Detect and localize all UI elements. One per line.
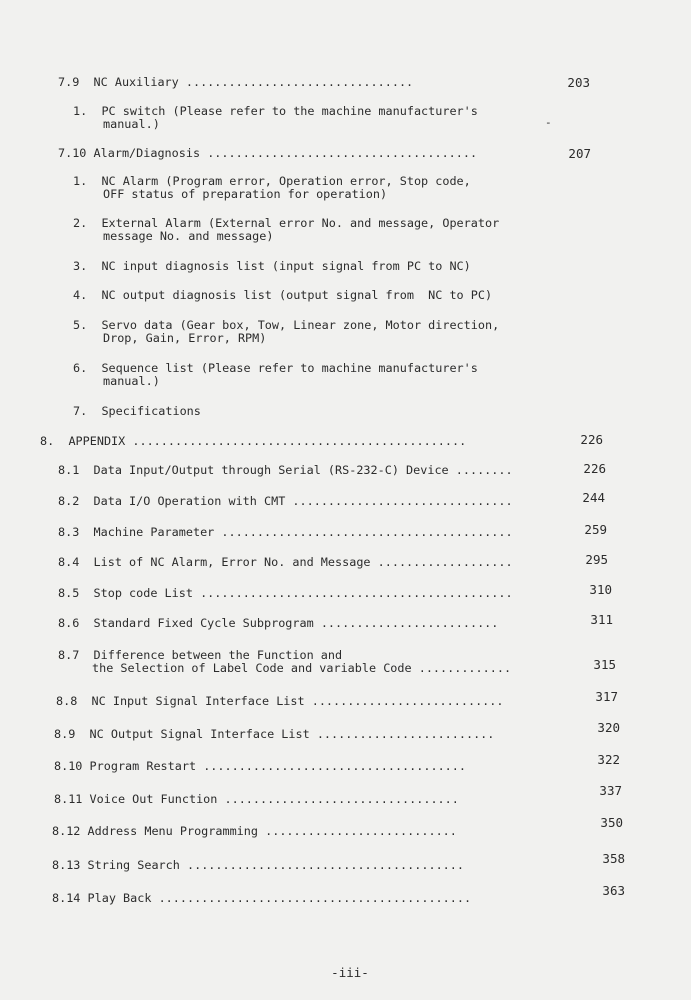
section-title: Address Menu Programming	[87, 824, 258, 838]
page-number: 203	[567, 75, 590, 90]
toc-subitem	[73, 404, 201, 419]
leader-dots: ............................................	[158, 891, 472, 905]
toc-entry-8-12	[52, 824, 457, 839]
item-number: 4.	[73, 288, 88, 302]
toc-entry-8-3	[58, 525, 513, 540]
section-number: 8.10	[54, 759, 83, 773]
page-number: 244	[582, 490, 605, 505]
item-text: External Alarm (External error No. and message, Operator	[101, 216, 500, 230]
section-number: 8.3	[58, 525, 80, 539]
section-title: Alarm/Diagnosis	[93, 146, 201, 160]
section-number: 8.1	[58, 463, 80, 477]
leader-dots: ......................................	[207, 146, 478, 160]
section-title: Voice Out Function	[89, 792, 218, 806]
item-text-cont: OFF status of preparation for operation)	[103, 187, 388, 201]
page-number: 337	[599, 783, 622, 798]
page-number: 226	[580, 432, 603, 447]
toc-entry-8-1	[58, 463, 513, 478]
item-text: NC input diagnosis list (input signal from PC to NC)	[101, 259, 471, 273]
toc-entry-8-5	[58, 586, 513, 601]
page-number: 350	[600, 815, 623, 830]
section-title: Play Back	[87, 891, 152, 905]
section-number: 8.14	[52, 891, 81, 905]
item-number: 2.	[73, 216, 88, 230]
leader-dots: ............................................	[200, 586, 513, 600]
section-number: 8.2	[58, 494, 80, 508]
page-number: 310	[589, 582, 612, 597]
item-text: PC switch (Please refer to the machine manufacturer's	[101, 104, 478, 118]
toc-entry-8-2	[58, 494, 513, 509]
page-number: 315	[593, 657, 616, 672]
item-text: Specifications	[101, 404, 201, 418]
page-number: 320	[597, 720, 620, 735]
item-text-cont: Drop, Gain, Error, RPM)	[103, 331, 267, 345]
item-text: NC output diagnosis list (output signal from NC to PC)	[101, 288, 493, 302]
page-number: 358	[602, 851, 625, 866]
leader-dots: .........................................	[221, 525, 513, 539]
section-number: 8.	[40, 434, 55, 448]
page-number: 259	[584, 522, 607, 537]
leader-dots: .......................................	[186, 858, 464, 872]
section-title: String Search	[87, 858, 180, 872]
page-number: 207	[568, 146, 591, 161]
leader-dots: ........	[455, 463, 513, 477]
toc-entry-8-14	[52, 891, 471, 906]
section-number: 8.5	[58, 586, 80, 600]
leader-dots: ...............................	[292, 494, 513, 508]
toc-entry-8-8	[56, 694, 503, 709]
item-number: 6.	[73, 361, 88, 375]
toc-entry-8-6	[58, 616, 498, 631]
section-number: 8.13	[52, 858, 81, 872]
item-number: 7.	[73, 404, 88, 418]
toc-entry-8-11	[54, 792, 459, 807]
leader-dots: ...................	[377, 555, 513, 569]
section-number: 8.7	[58, 648, 80, 662]
item-text-cont: manual.)	[103, 374, 160, 388]
leader-dots: ...........................	[311, 694, 504, 708]
toc-entry-8-10	[54, 759, 466, 774]
page-number: 317	[595, 689, 618, 704]
section-number: 8.4	[58, 555, 80, 569]
section-title: Program Restart	[89, 759, 197, 773]
stray-mark: -	[545, 116, 552, 129]
leader-dots: ...........................	[265, 824, 457, 838]
toc-entry-8-4	[58, 555, 513, 570]
page-number: 295	[585, 552, 608, 567]
item-text: NC Alarm (Program error, Operation error, Stop code,	[101, 174, 471, 188]
section-title: APPENDIX	[68, 434, 126, 448]
page-footer: -iii-	[331, 965, 369, 980]
section-title: Machine Parameter	[93, 525, 215, 539]
toc-subitem	[73, 259, 471, 274]
toc-entry-7-10	[58, 146, 477, 161]
leader-dots: .................................	[224, 792, 459, 806]
leader-dots: .........................	[320, 616, 499, 630]
leader-dots: ................................	[185, 75, 414, 89]
leader-dots: ...............................................	[132, 434, 467, 448]
section-title-cont: the Selection of Label Code and variable Code	[92, 661, 412, 675]
toc-entry-8-13	[52, 858, 464, 873]
section-number: 8.6	[58, 616, 80, 630]
section-title: List of NC Alarm, Error No. and Message	[93, 555, 371, 569]
page-number: 311	[590, 612, 613, 627]
page-number: 363	[602, 883, 625, 898]
section-number: 8.8	[56, 694, 78, 708]
item-text: Servo data (Gear box, Tow, Linear zone, Motor direction,	[101, 318, 500, 332]
section-number: 8.12	[52, 824, 81, 838]
section-number: 8.9	[54, 727, 76, 741]
item-number: 1.	[73, 174, 88, 188]
section-title: NC Output Signal Interface List	[89, 727, 310, 741]
item-text: Sequence list (Please refer to machine manufacturer's	[101, 361, 478, 375]
section-title: Data Input/Output through Serial (RS-232-C) Device	[93, 463, 449, 477]
item-text-cont: manual.)	[103, 117, 160, 131]
toc-subitem	[73, 288, 492, 303]
section-number: 7.10	[58, 146, 87, 160]
toc-entry-7-9	[58, 75, 413, 90]
item-number: 3.	[73, 259, 88, 273]
section-number: 8.11	[54, 792, 83, 806]
page-number: 322	[597, 752, 620, 767]
toc-entry-8-9	[54, 727, 494, 742]
item-number: 1.	[73, 104, 88, 118]
item-number: 5.	[73, 318, 88, 332]
toc-entry-8-7-cont	[92, 661, 511, 676]
section-title: Data I/O Operation with CMT	[93, 494, 286, 508]
section-title: Standard Fixed Cycle Subprogram	[93, 616, 314, 630]
section-title: NC Auxiliary	[93, 75, 179, 89]
leader-dots: .....................................	[203, 759, 466, 773]
leader-dots: .........................	[316, 727, 495, 741]
section-title: NC Input Signal Interface List	[91, 694, 305, 708]
item-text-cont: message No. and message)	[103, 229, 274, 243]
page-number: 226	[583, 461, 606, 476]
section-title: Difference between the Function and	[93, 648, 343, 662]
toc-entry-8	[40, 434, 466, 449]
section-number: 7.9	[58, 75, 80, 89]
section-title: Stop code List	[93, 586, 193, 600]
leader-dots: .............	[418, 661, 512, 675]
